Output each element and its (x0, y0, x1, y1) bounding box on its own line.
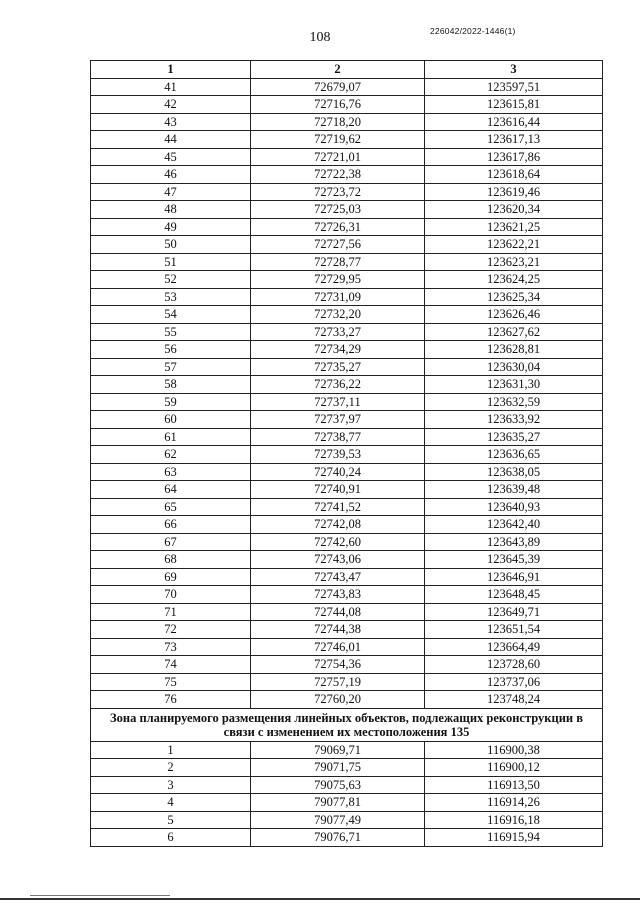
cell-point-number: 43 (91, 113, 251, 131)
cell-point-number: 62 (91, 446, 251, 464)
table-row (91, 253, 603, 271)
cell-y: 123643,89 (425, 533, 603, 551)
cell-y: 123649,71 (425, 603, 603, 621)
cell-x: 72679,07 (251, 78, 425, 96)
table-row (91, 776, 603, 794)
cell-point-number: 75 (91, 673, 251, 691)
cell-y: 123631,30 (425, 376, 603, 394)
table-row (91, 481, 603, 499)
cell-y: 116913,50 (425, 776, 603, 794)
cell-y: 123635,27 (425, 428, 603, 446)
cell-x: 72721,01 (251, 148, 425, 166)
cell-point-number: 44 (91, 131, 251, 149)
cell-y: 116914,26 (425, 794, 603, 812)
table-row (91, 638, 603, 656)
cell-x: 79069,71 (251, 741, 425, 759)
page-bottom-border (0, 898, 640, 900)
cell-x: 72740,91 (251, 481, 425, 499)
table-row (91, 691, 603, 709)
table-row (91, 759, 603, 777)
cell-x: 72742,08 (251, 516, 425, 534)
cell-point-number: 74 (91, 656, 251, 674)
cell-y: 123617,13 (425, 131, 603, 149)
cell-x: 72728,77 (251, 253, 425, 271)
cell-point-number: 45 (91, 148, 251, 166)
cell-point-number: 64 (91, 481, 251, 499)
cell-y: 123624,25 (425, 271, 603, 289)
cell-y: 123646,91 (425, 568, 603, 586)
cell-y: 123619,46 (425, 183, 603, 201)
cell-point-number: 52 (91, 271, 251, 289)
zone-section (91, 708, 603, 741)
cell-y: 123622,21 (425, 236, 603, 254)
table-row (91, 166, 603, 184)
table-row (91, 568, 603, 586)
table-row (91, 358, 603, 376)
table-row (91, 498, 603, 516)
cell-x: 72746,01 (251, 638, 425, 656)
cell-x: 72744,08 (251, 603, 425, 621)
cell-y: 123620,34 (425, 201, 603, 219)
cell-x: 79071,75 (251, 759, 425, 777)
cell-point-number: 55 (91, 323, 251, 341)
table-row (91, 323, 603, 341)
cell-point-number: 63 (91, 463, 251, 481)
cell-x: 79077,81 (251, 794, 425, 812)
cell-point-number: 6 (91, 829, 251, 847)
table-row (91, 586, 603, 604)
cell-point-number: 67 (91, 533, 251, 551)
cell-y: 123616,44 (425, 113, 603, 131)
cell-point-number: 68 (91, 551, 251, 569)
cell-point-number: 60 (91, 411, 251, 429)
column-header-point-number: 1 (91, 61, 251, 79)
cell-point-number: 59 (91, 393, 251, 411)
cell-point-number: 4 (91, 794, 251, 812)
cell-y: 123640,93 (425, 498, 603, 516)
cell-x: 79075,63 (251, 776, 425, 794)
cell-y: 123737,06 (425, 673, 603, 691)
cell-y: 123628,81 (425, 341, 603, 359)
cell-x: 72716,76 (251, 96, 425, 114)
table-row (91, 393, 603, 411)
column-header-x: 2 (251, 61, 425, 79)
cell-point-number: 48 (91, 201, 251, 219)
table-row (91, 603, 603, 621)
table-row (91, 183, 603, 201)
cell-point-number: 71 (91, 603, 251, 621)
cell-point-number: 56 (91, 341, 251, 359)
table-row (91, 516, 603, 534)
cell-x: 79077,49 (251, 811, 425, 829)
cell-y: 123626,46 (425, 306, 603, 324)
table-row (91, 741, 603, 759)
table-row (91, 131, 603, 149)
cell-x: 72743,83 (251, 586, 425, 604)
cell-point-number: 51 (91, 253, 251, 271)
cell-point-number: 1 (91, 741, 251, 759)
cell-y: 123627,62 (425, 323, 603, 341)
cell-point-number: 53 (91, 288, 251, 306)
table-row (91, 218, 603, 236)
cell-point-number: 3 (91, 776, 251, 794)
cell-point-number: 2 (91, 759, 251, 777)
cell-point-number: 47 (91, 183, 251, 201)
table-header-row (91, 61, 603, 79)
cell-y: 116900,38 (425, 741, 603, 759)
table-row (91, 673, 603, 691)
cell-x: 72735,27 (251, 358, 425, 376)
table-row (91, 236, 603, 254)
cell-x: 72754,36 (251, 656, 425, 674)
cell-x: 79076,71 (251, 829, 425, 847)
cell-y: 123625,34 (425, 288, 603, 306)
cell-y: 123633,92 (425, 411, 603, 429)
coordinates-table (90, 60, 603, 847)
table-row (91, 794, 603, 812)
table-row (91, 113, 603, 131)
cell-point-number: 61 (91, 428, 251, 446)
cell-x: 72731,09 (251, 288, 425, 306)
table-row (91, 811, 603, 829)
cell-point-number: 41 (91, 78, 251, 96)
cell-y: 123648,45 (425, 586, 603, 604)
cell-point-number: 5 (91, 811, 251, 829)
cell-y: 123748,24 (425, 691, 603, 709)
table-row (91, 96, 603, 114)
zone-heading-row (91, 708, 603, 741)
table-row (91, 306, 603, 324)
cell-point-number: 70 (91, 586, 251, 604)
table-row (91, 376, 603, 394)
cell-x: 72737,11 (251, 393, 425, 411)
table-row (91, 411, 603, 429)
cell-y: 123623,21 (425, 253, 603, 271)
cell-y: 123664,49 (425, 638, 603, 656)
cell-x: 72738,77 (251, 428, 425, 446)
cell-y: 123617,86 (425, 148, 603, 166)
cell-x: 72742,60 (251, 533, 425, 551)
cell-y: 123645,39 (425, 551, 603, 569)
cell-point-number: 54 (91, 306, 251, 324)
cell-y: 123638,05 (425, 463, 603, 481)
table-row (91, 533, 603, 551)
cell-point-number: 76 (91, 691, 251, 709)
table-row (91, 829, 603, 847)
cell-point-number: 42 (91, 96, 251, 114)
cell-y: 123651,54 (425, 621, 603, 639)
cell-y: 116900,12 (425, 759, 603, 777)
cell-x: 72733,27 (251, 323, 425, 341)
table-row (91, 428, 603, 446)
cell-point-number: 49 (91, 218, 251, 236)
table-row (91, 341, 603, 359)
cell-x: 72737,97 (251, 411, 425, 429)
cell-x: 72743,06 (251, 551, 425, 569)
cell-x: 72743,47 (251, 568, 425, 586)
table-body-part1 (91, 78, 603, 708)
page-number: 108 (309, 30, 331, 45)
cell-x: 72744,38 (251, 621, 425, 639)
scan-artifact-line (30, 895, 170, 896)
cell-x: 72734,29 (251, 341, 425, 359)
table-body-part2 (91, 741, 603, 846)
cell-y: 116915,94 (425, 829, 603, 847)
cell-x: 72726,31 (251, 218, 425, 236)
cell-x: 72718,20 (251, 113, 425, 131)
table-row (91, 271, 603, 289)
zone-heading: Зона планируемого размещения линейных объектов, подлежащих реконструкции в связи с изменением их местоположения 135 (91, 708, 603, 741)
cell-x: 72723,72 (251, 183, 425, 201)
table-row (91, 201, 603, 219)
cell-point-number: 73 (91, 638, 251, 656)
cell-point-number: 58 (91, 376, 251, 394)
cell-y: 123621,25 (425, 218, 603, 236)
cell-x: 72719,62 (251, 131, 425, 149)
cell-x: 72725,03 (251, 201, 425, 219)
cell-point-number: 46 (91, 166, 251, 184)
column-header-y: 3 (425, 61, 603, 79)
cell-y: 123618,64 (425, 166, 603, 184)
cell-y: 123728,60 (425, 656, 603, 674)
cell-x: 72739,53 (251, 446, 425, 464)
table-row (91, 288, 603, 306)
cell-x: 72736,22 (251, 376, 425, 394)
cell-x: 72729,95 (251, 271, 425, 289)
cell-point-number: 57 (91, 358, 251, 376)
table-row (91, 621, 603, 639)
cell-y: 123615,81 (425, 96, 603, 114)
cell-y: 116916,18 (425, 811, 603, 829)
cell-x: 72732,20 (251, 306, 425, 324)
table-row (91, 656, 603, 674)
cell-x: 72741,52 (251, 498, 425, 516)
cell-x: 72757,19 (251, 673, 425, 691)
cell-x: 72722,38 (251, 166, 425, 184)
cell-point-number: 72 (91, 621, 251, 639)
cell-point-number: 66 (91, 516, 251, 534)
cell-y: 123632,59 (425, 393, 603, 411)
cell-point-number: 69 (91, 568, 251, 586)
cell-y: 123630,04 (425, 358, 603, 376)
cell-y: 123639,48 (425, 481, 603, 499)
table-row (91, 148, 603, 166)
document-id: 226042/2022-1446(1) (430, 26, 516, 36)
table-row (91, 78, 603, 96)
cell-point-number: 50 (91, 236, 251, 254)
table-row (91, 551, 603, 569)
cell-y: 123597,51 (425, 78, 603, 96)
cell-x: 72740,24 (251, 463, 425, 481)
table-row (91, 446, 603, 464)
cell-x: 72760,20 (251, 691, 425, 709)
table-row (91, 463, 603, 481)
cell-y: 123642,40 (425, 516, 603, 534)
cell-y: 123636,65 (425, 446, 603, 464)
cell-point-number: 65 (91, 498, 251, 516)
cell-x: 72727,56 (251, 236, 425, 254)
